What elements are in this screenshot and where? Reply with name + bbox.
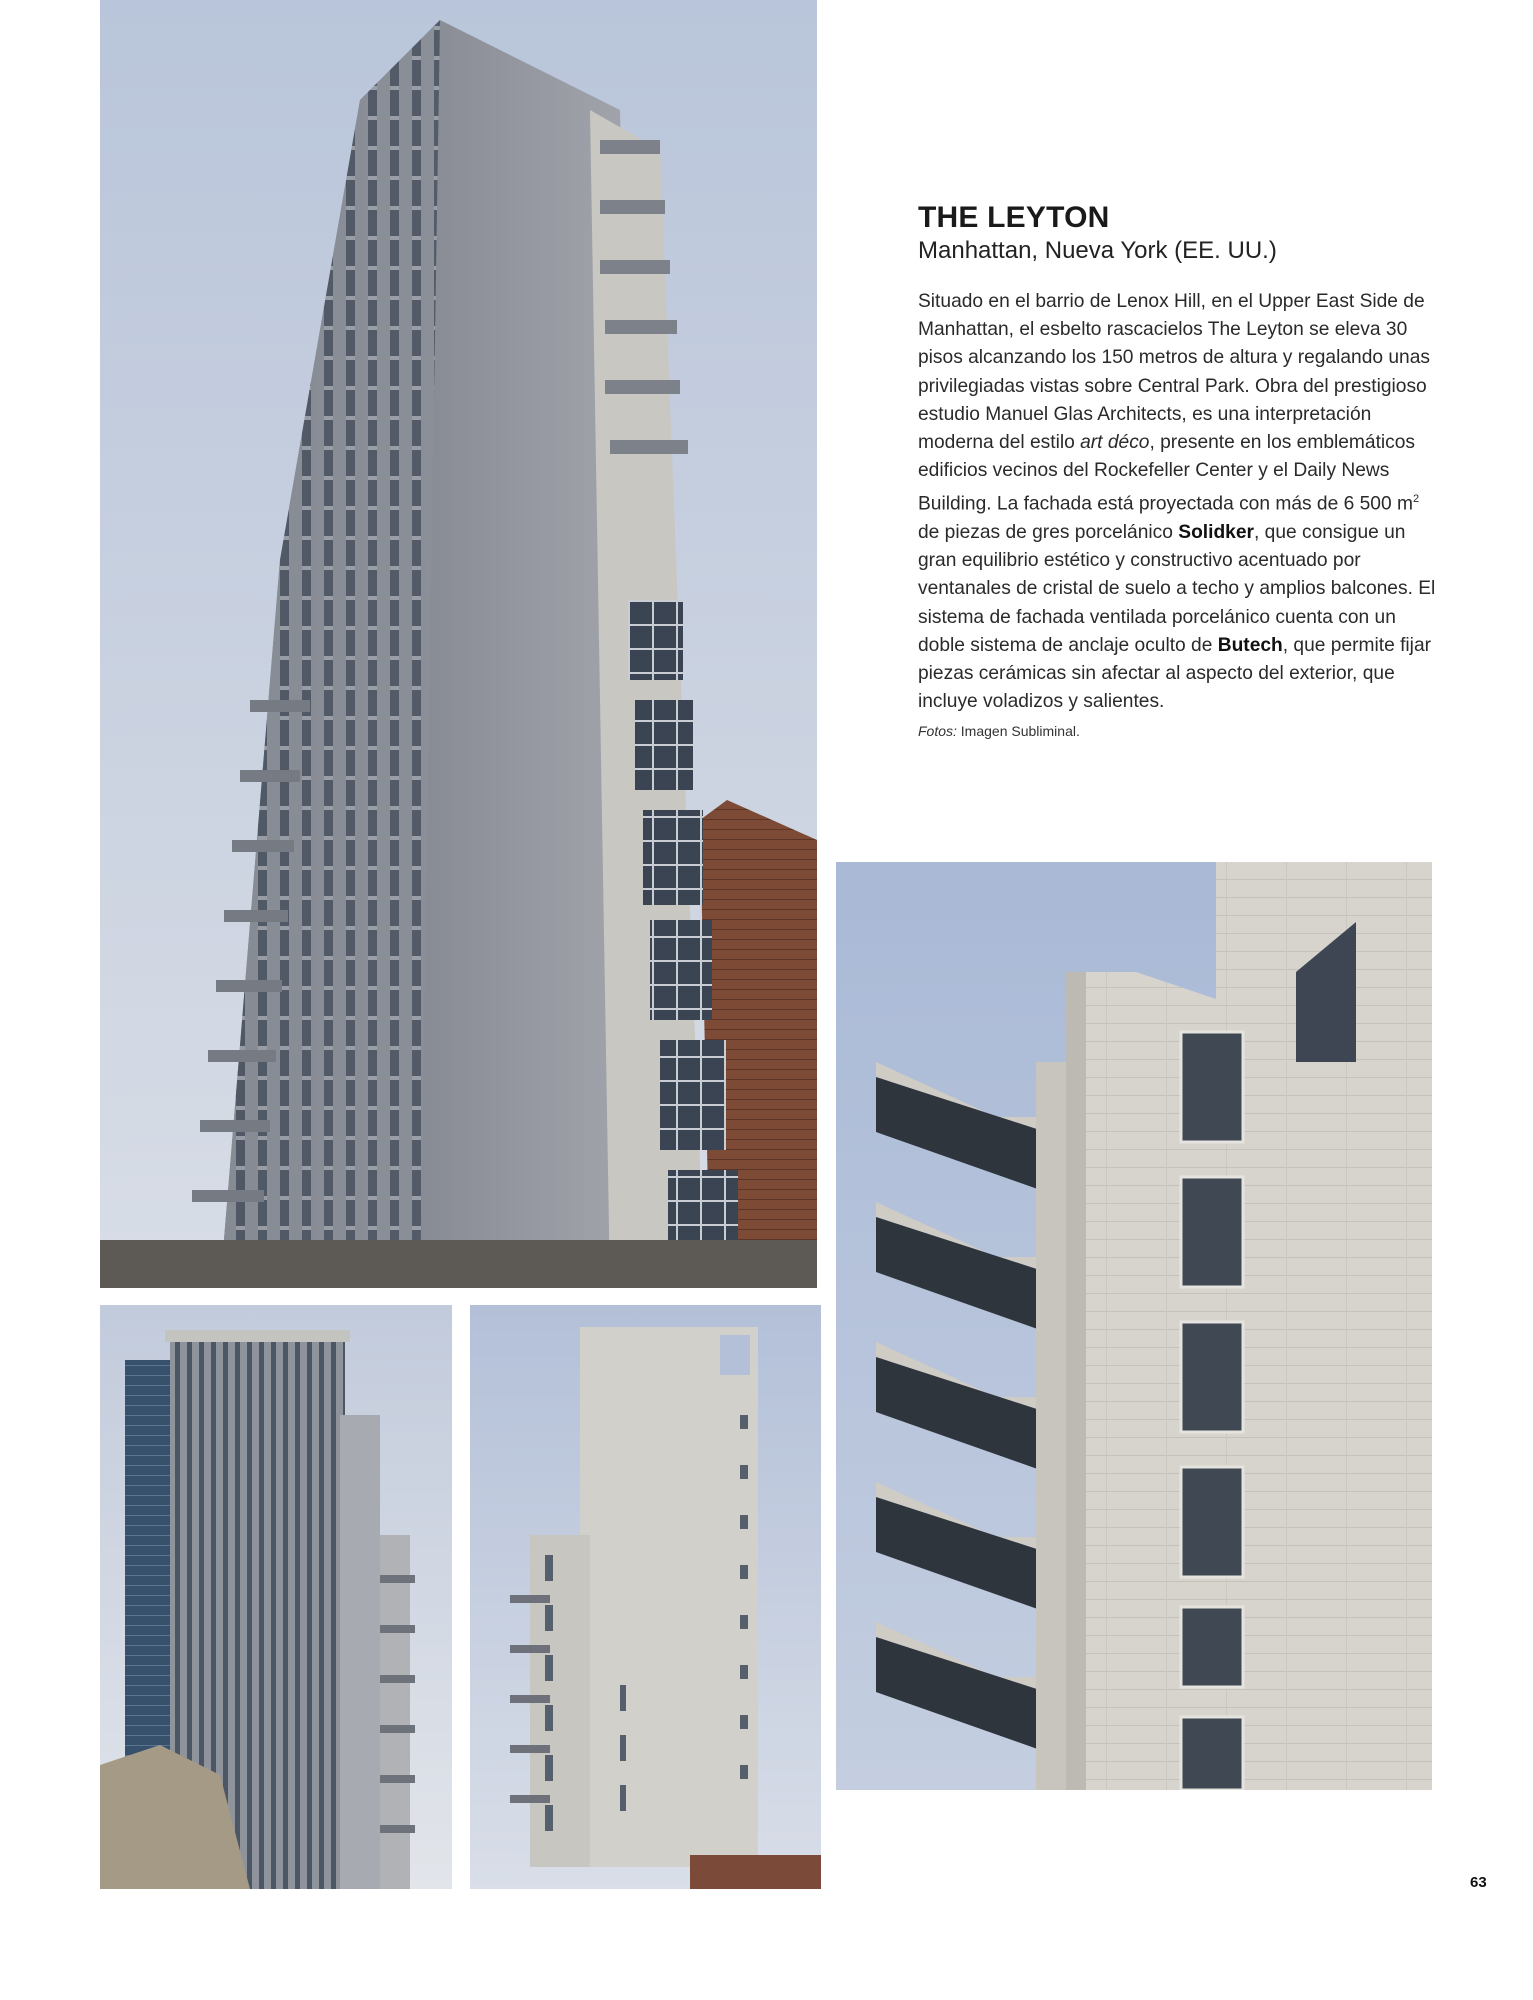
photo-credit: Fotos: Imagen Subliminal.: [918, 723, 1080, 740]
brand-solidker: Solidker: [1178, 522, 1254, 544]
photo-tower-main: [100, 0, 817, 1288]
article-location: Manhattan, Nueva York (EE. UU.): [918, 237, 1277, 264]
article-text: [918, 200, 1438, 742]
photo-balcony-detail: [836, 862, 1432, 1790]
page-number: 63: [1470, 1874, 1487, 1891]
brand-butech: Butech: [1217, 634, 1283, 656]
article-body: Situado en el barrio de Lenox Hill, en el Upper East Side de Manhattan, el esbelto rascacielos The Leyton se eleva 30 pisos alcanzando los 150 metros de altura y regalando unas privilegiadas vistas sobre Central Park. Obra del prestigioso estudio Manuel Glas Architects, es una interpretación moderna del estilo art déco, presente en los emblemáticos edificios vecinos del Rockefeller Center y el Daily News Building. La fachada está proyectada con más de 6 500 $m^2$ de piezas de gres porcelánico Solidker, que consigue un gran equilibrio estético y constructivo acentuado por ventanales de cristal de suelo a techo y amplios balcones. El sistema de fachada ventilada porcelánico cuenta con un doble sistema de anclaje oculto de Butech, que permite fijar piezas cerámicas sin afectar al aspecto del exterior, que incluye voladizos y salientes.: [918, 291, 1436, 713]
photo-tower-stone: [470, 1305, 821, 1889]
photo-tower-full: [100, 1305, 452, 1889]
article-title: THE LEYTON: [918, 201, 1110, 234]
